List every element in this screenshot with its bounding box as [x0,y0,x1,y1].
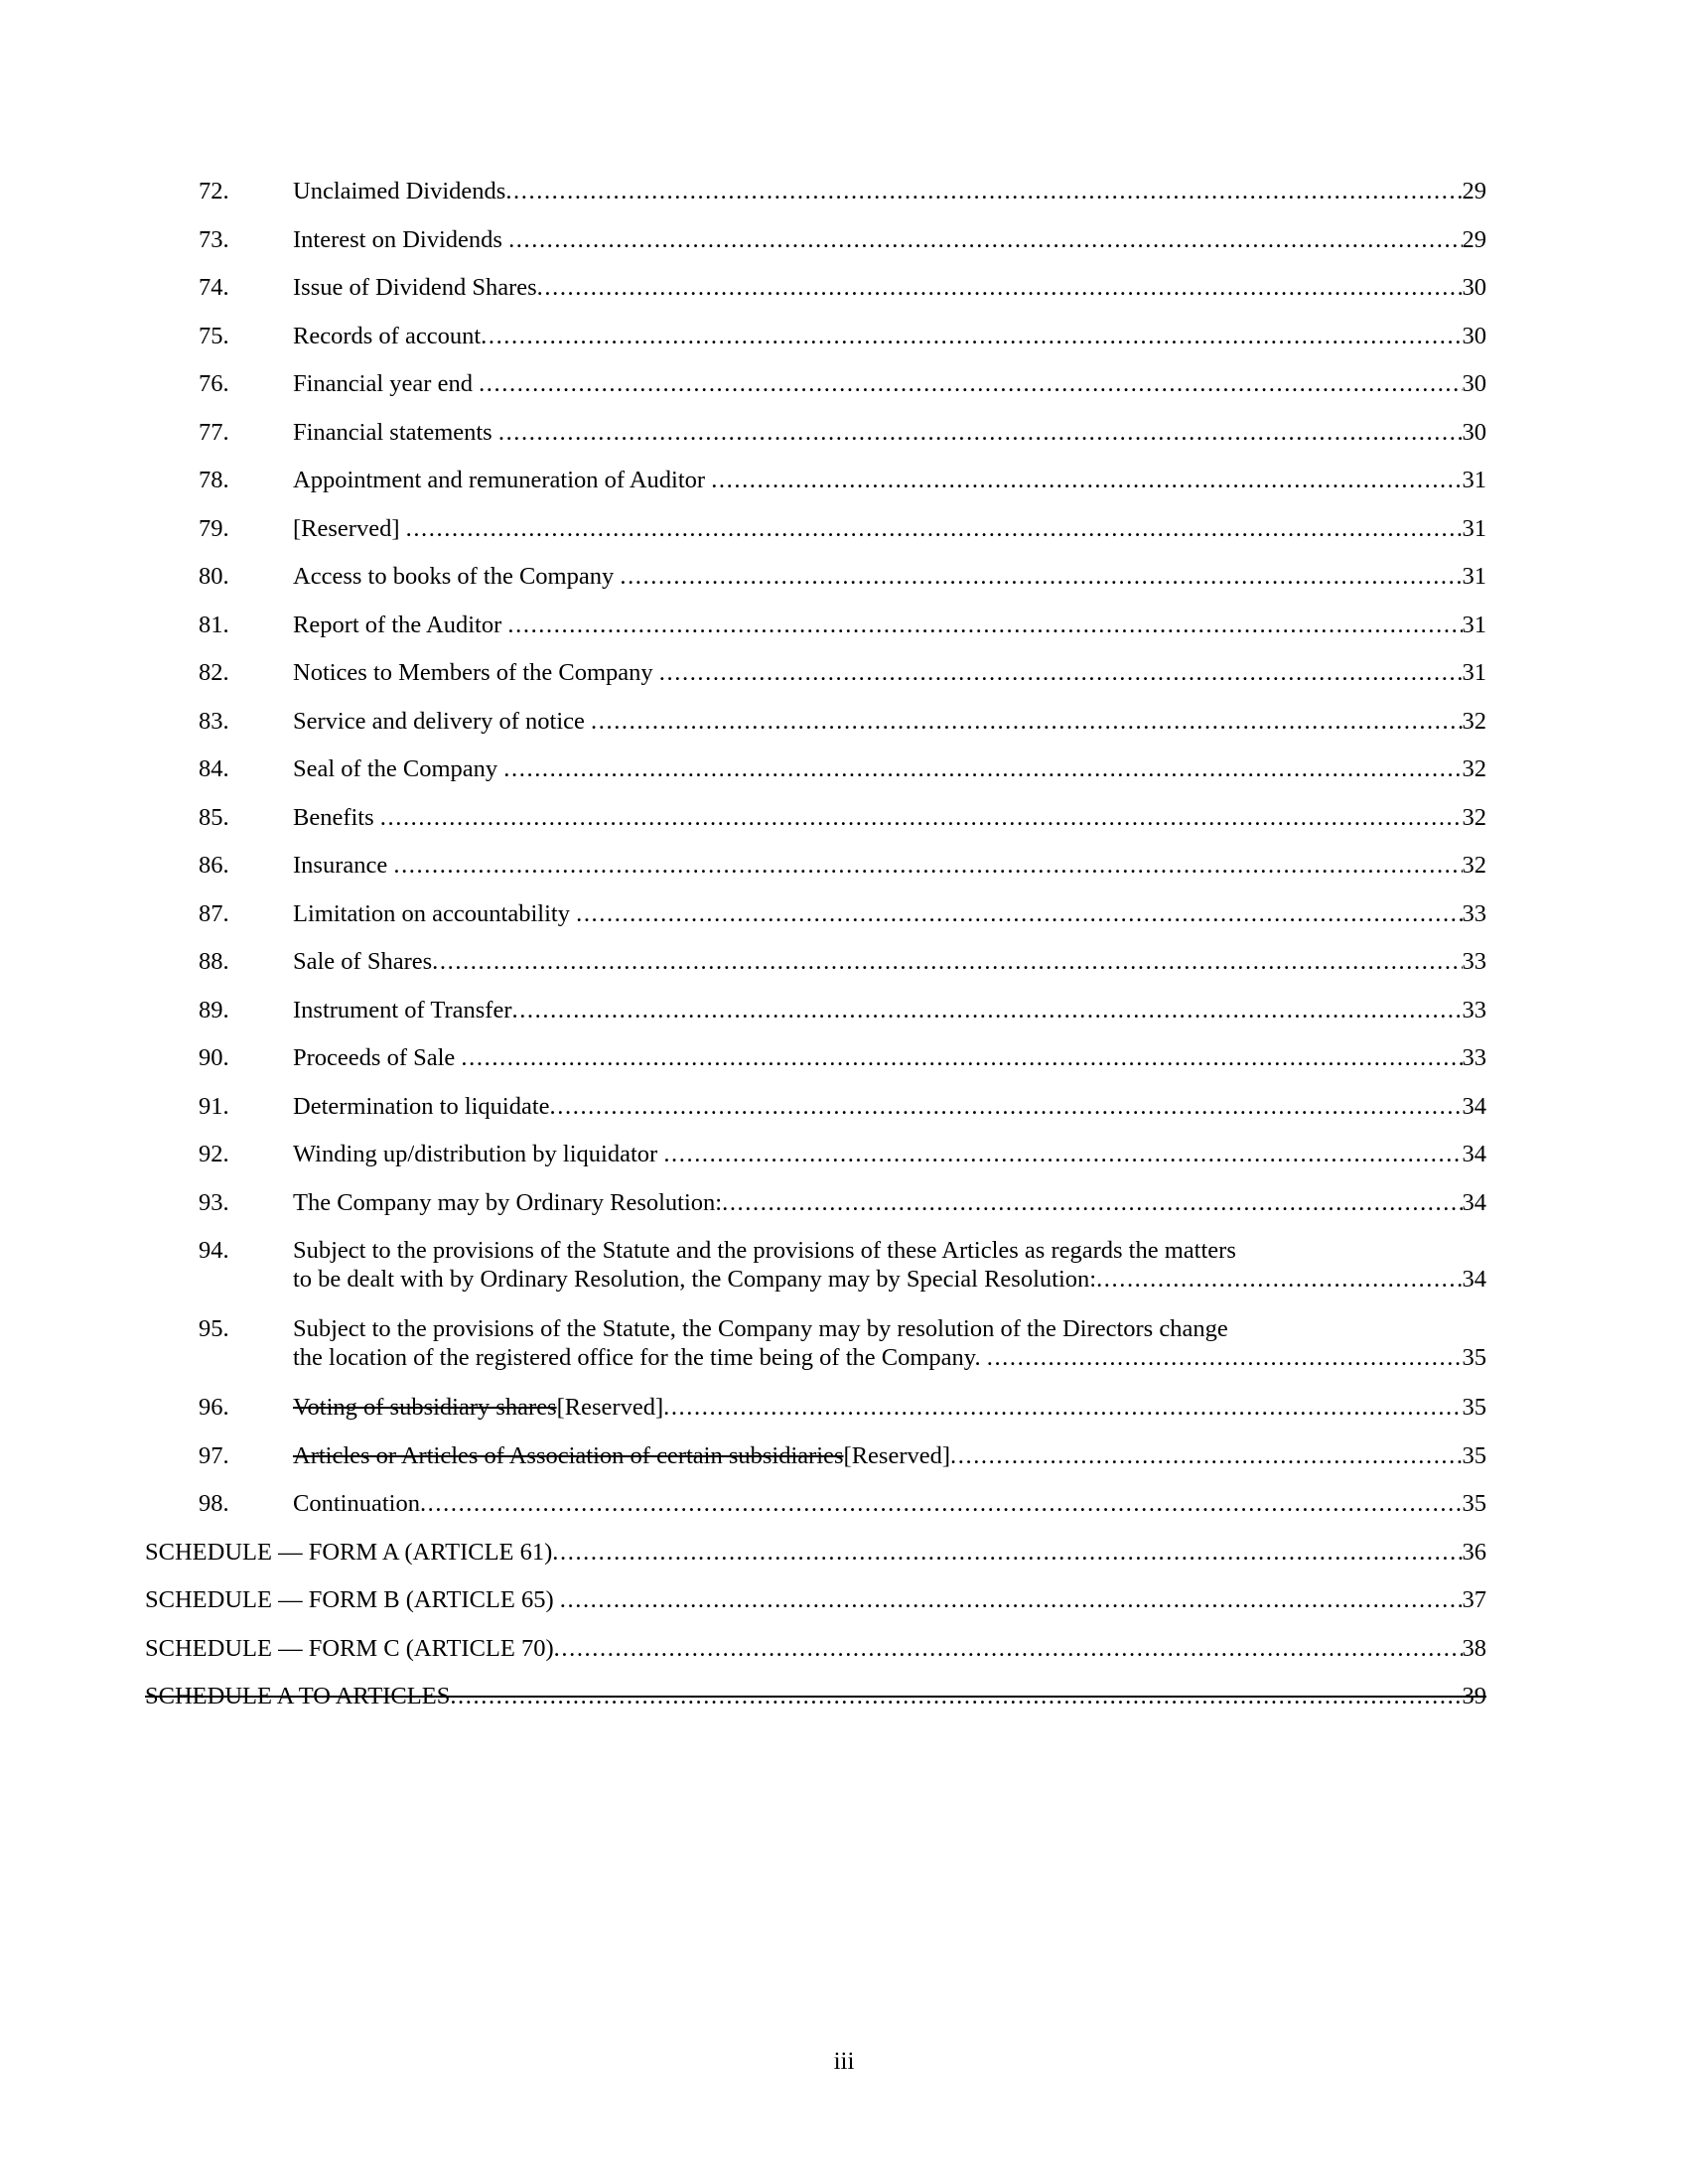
toc-entry-number: 76. [199,370,229,397]
toc-entry-line [293,1188,1486,1217]
toc-entry-line [293,1343,1486,1372]
toc-entry[interactable] [199,1393,1486,1422]
toc-entry-line [293,466,1486,494]
toc-entry-title-line-2: the location of the registered office for the time being of the Company. [293,1344,987,1371]
toc-entry[interactable] [199,1236,1486,1294]
toc-entry-title-line-1: Subject to the provisions of the Statute and the provisions of these Articles as regards the matters [293,1237,1236,1264]
dot-leader [950,1441,1462,1470]
toc-entry-title: Instrument of Transfer [293,996,512,1024]
toc-entry-page: 32 [1462,755,1486,782]
dot-leader [552,1538,1462,1567]
toc-entry-number: 95. [199,1315,229,1342]
toc-entry-title-suffix: [Reserved] [843,1441,951,1469]
toc-entry-line [293,1092,1486,1121]
toc-entry-title: Financial statements [293,418,498,446]
toc-entry-title [293,1441,950,1470]
toc-entry-page: 33 [1462,899,1486,927]
toc-entry[interactable] [199,707,1486,736]
dot-leader [505,177,1462,205]
toc-entry-number: 85. [199,803,229,831]
toc-entry-page: 29 [1462,178,1486,205]
dot-leader [987,1343,1463,1372]
dot-leader [711,466,1462,494]
toc-entry-page: 31 [1462,514,1486,542]
toc-entry-page: 31 [1462,563,1486,590]
toc-entry-title: [Reserved] [293,514,406,542]
toc-entry-page: 30 [1462,418,1486,446]
toc-entry-page: 31 [1462,467,1486,493]
toc-entry-page: 33 [1462,996,1486,1024]
toc-entry-page: 34 [1462,1188,1486,1216]
dot-leader [479,369,1462,398]
page-footer [0,2047,1688,2077]
toc-entry-page: 34 [1462,1141,1486,1167]
dot-leader [508,225,1462,254]
dot-leader [406,514,1463,543]
toc-entry[interactable] [199,466,1486,494]
toc-entry-number: 78. [199,467,229,493]
toc-entry-line [293,707,1486,736]
toc-entry-line [293,225,1486,254]
dot-leader [507,611,1462,639]
toc-entry-title: Determination to liquidate [293,1092,550,1120]
dot-leader [380,803,1463,832]
dot-leader [498,418,1463,447]
toc-entry-number: 80. [199,563,229,590]
toc-entry-number: 84. [199,755,229,782]
toc-entry-body [293,899,1486,928]
toc-entry-title: Insurance [293,852,394,879]
toc-entry-body [293,1393,1486,1422]
dot-leader [393,851,1462,880]
dot-leader [591,707,1462,736]
toc-entry-page: 35 [1462,1490,1486,1517]
toc-entry-page: 30 [1462,370,1486,397]
dot-leader [550,1092,1463,1121]
toc-entry-line [145,1634,1486,1663]
dot-leader [663,1140,1462,1168]
toc-entry-line [293,1489,1486,1518]
toc-entry-body [293,1092,1486,1121]
toc-schedule-entry[interactable] [145,1585,1486,1614]
toc-entry-body [145,1634,1486,1663]
table-of-contents [145,177,1486,1730]
dot-leader [511,996,1462,1024]
toc-entry-body [293,803,1486,832]
dot-leader [576,899,1462,928]
toc-entry[interactable] [199,514,1486,543]
toc-entry-number: 82. [199,659,229,686]
toc-entry-title [293,1393,663,1422]
dot-leader [481,322,1462,350]
toc-entry-page: 32 [1462,707,1486,735]
page-number-label: iii [833,2048,855,2075]
toc-schedule-entry[interactable] [145,1538,1486,1567]
toc-entry-number: 90. [199,1044,229,1071]
toc-entry-page: 30 [1462,322,1486,349]
dot-leader [503,754,1462,783]
toc-entry-line [293,562,1486,591]
toc-entry-page: 30 [1462,274,1486,301]
dot-leader [620,562,1462,591]
toc-entry[interactable] [199,225,1486,254]
toc-entry-title: Interest on Dividends [293,225,509,253]
toc-entry-page: 36 [1462,1538,1486,1566]
dot-leader [554,1634,1463,1663]
toc-entry-body [293,562,1486,591]
toc-entry-number: 93. [199,1188,229,1216]
toc-entry[interactable] [199,996,1486,1024]
toc-entry-title: Report of the Auditor [293,611,508,638]
toc-entry-number: 81. [199,611,229,638]
dot-leader [560,1585,1463,1614]
toc-entry-body [293,1043,1486,1072]
toc-entry-body [145,1682,1486,1710]
toc-entry-line [293,514,1486,543]
dot-leader [461,1043,1462,1072]
toc-entry-title: Unclaimed Dividends [293,178,506,205]
toc-entry-body [293,1441,1486,1470]
toc-entry-line [293,273,1486,302]
toc-entry-body [293,707,1486,736]
toc-entry[interactable] [199,1043,1486,1072]
toc-entry-line [293,611,1486,639]
toc-entry[interactable] [199,273,1486,302]
toc-entry[interactable] [199,177,1486,205]
toc-entry-line [145,1538,1486,1567]
toc-entry-page: 34 [1462,1092,1486,1120]
toc-entry-title: Records of account [293,322,482,349]
toc-entry-line [293,996,1486,1024]
toc-entry-line [293,369,1486,398]
toc-entry-page: 29 [1462,225,1486,253]
toc-entry[interactable] [199,803,1486,832]
toc-entry-body [293,947,1486,976]
toc-entry-number: 94. [199,1237,229,1264]
toc-entry-line [293,418,1486,447]
toc-entry-number: 77. [199,418,229,446]
toc-entry-number: 86. [199,852,229,879]
toc-entry-body [293,177,1486,205]
toc-entry-title: Appointment and remuneration of Auditor [293,467,712,493]
toc-entry[interactable] [199,369,1486,398]
toc-entry-body [293,322,1486,350]
toc-entry-line [293,1140,1486,1168]
toc-entry[interactable] [199,899,1486,928]
toc-entry-number: 98. [199,1490,229,1517]
toc-entry-title: Benefits [293,803,380,831]
dot-leader [722,1188,1462,1217]
toc-entry-page: 35 [1462,1441,1486,1469]
toc-entry-number: 72. [199,178,229,205]
dot-leader [659,658,1463,687]
toc-schedule-entry[interactable] [145,1634,1486,1663]
toc-entry-body [293,611,1486,639]
toc-entry[interactable] [199,322,1486,350]
toc-entry-page: 37 [1462,1586,1486,1613]
toc-entry-title: Sale of Shares [293,948,433,975]
toc-entry-body [293,225,1486,254]
toc-entry-title: The Company may by Ordinary Resolution: [293,1188,723,1216]
toc-entry-number: 73. [199,225,229,253]
toc-schedule-entry[interactable] [145,1682,1486,1710]
toc-entry-line [293,1265,1486,1294]
toc-entry[interactable] [199,947,1486,976]
toc-entry[interactable] [199,1489,1486,1518]
toc-entry-line [293,803,1486,832]
toc-entry-page: 31 [1462,611,1486,638]
toc-entry-body [145,1585,1486,1614]
toc-entry[interactable] [199,418,1486,447]
toc-entry-page: 35 [1462,1394,1486,1421]
struck-text: Voting of subsidiary shares [293,1394,557,1421]
toc-entry-number: 97. [199,1441,229,1469]
toc-entry-page: 32 [1462,852,1486,879]
toc-entry-number: 79. [199,514,229,542]
toc-entry-number: 89. [199,996,229,1024]
toc-entry[interactable] [199,562,1486,591]
toc-entry-body [293,466,1486,494]
toc-entry-body [145,1538,1486,1567]
struck-text: Articles or Articles of Association of certain subsidiaries [293,1441,844,1469]
dot-leader [432,947,1462,976]
toc-entry-page: 35 [1462,1344,1486,1371]
toc-entry-page: 38 [1462,1634,1486,1662]
toc-entry-title: Seal of the Company [293,755,504,782]
toc-entry[interactable] [199,754,1486,783]
toc-entry-line [145,1585,1486,1614]
toc-entry-number: 88. [199,948,229,975]
toc-entry[interactable] [199,1314,1486,1372]
toc-entry[interactable] [199,851,1486,880]
dot-leader [420,1489,1463,1518]
toc-entry-line [293,1393,1486,1422]
toc-entry-body [293,1489,1486,1518]
toc-entry[interactable] [199,1140,1486,1168]
toc-entry-body [293,1188,1486,1217]
toc-entry-title: Service and delivery of notice [293,707,592,735]
toc-entry-page: 32 [1462,803,1486,831]
toc-entry-title: Proceeds of Sale [293,1044,462,1071]
toc-entry[interactable] [199,611,1486,639]
dot-leader [450,1682,1462,1710]
dot-leader [1096,1265,1462,1294]
toc-entry-line [293,754,1486,783]
toc-entry-body [293,1236,1486,1294]
dot-leader [537,273,1463,302]
toc-schedule-title: SCHEDULE — FORM A (ARTICLE 61) [145,1538,553,1566]
toc-entry[interactable] [199,658,1486,687]
toc-entry-title: Notices to Members of the Company [293,659,659,686]
toc-entry-body [293,514,1486,543]
toc-entry-body [293,1314,1486,1372]
toc-entry-number: 87. [199,899,229,927]
toc-entry-line [293,851,1486,880]
toc-entry-number: 91. [199,1092,229,1120]
toc-entry-line [293,322,1486,350]
toc-entry-title-line-2: to be dealt with by Ordinary Resolution, the Company may by Special Resolution: [293,1266,1097,1293]
toc-entry-line [293,947,1486,976]
toc-entry-number: 75. [199,322,229,349]
toc-entry-title-suffix: [Reserved] [556,1394,664,1421]
toc-entry-line [145,1682,1486,1710]
toc-entry-line [293,899,1486,928]
toc-entry-line [293,1043,1486,1072]
toc-entry-body [293,996,1486,1024]
toc-entry-page: 33 [1462,1044,1486,1071]
toc-entry-body [293,369,1486,398]
toc-entry-title: Continuation [293,1490,420,1517]
toc-entry-title: Issue of Dividend Shares [293,274,537,301]
toc-entry-title: Limitation on accountability [293,899,577,927]
toc-entry-body [293,418,1486,447]
toc-entry-body [293,273,1486,302]
toc-entry-page: 34 [1462,1266,1486,1293]
toc-entry-title: Financial year end [293,370,480,397]
toc-entry-line [293,177,1486,205]
toc-entry-body [293,1140,1486,1168]
toc-entry-body [293,754,1486,783]
toc-entry-line [293,1441,1486,1470]
toc-entry-title: Winding up/distribution by liquidator [293,1141,664,1167]
toc-entry[interactable] [199,1092,1486,1121]
toc-entry[interactable] [199,1188,1486,1217]
toc-entry-number: 83. [199,707,229,735]
toc-entry-title-line-1: Subject to the provisions of the Statute, the Company may by resolution of the Directors change [293,1315,1228,1342]
toc-entry[interactable] [199,1441,1486,1470]
toc-entry-page: 33 [1462,948,1486,975]
toc-entry-page: 31 [1462,659,1486,686]
toc-entry-number: 74. [199,274,229,301]
toc-entry-page: 39 [1462,1683,1486,1709]
dot-leader [663,1393,1462,1422]
toc-entry-number: 96. [199,1394,229,1421]
toc-schedule-title: SCHEDULE — FORM B (ARTICLE 65) [145,1586,560,1613]
toc-entry-body [293,658,1486,687]
toc-entry-title: Access to books of the Company [293,563,621,590]
toc-schedule-title: SCHEDULE — FORM C (ARTICLE 70) [145,1634,554,1662]
toc-entry-line [293,658,1486,687]
toc-schedule-title: SCHEDULE A TO ARTICLES [145,1683,451,1709]
toc-entry-number: 92. [199,1141,229,1167]
toc-entry-body [293,851,1486,880]
